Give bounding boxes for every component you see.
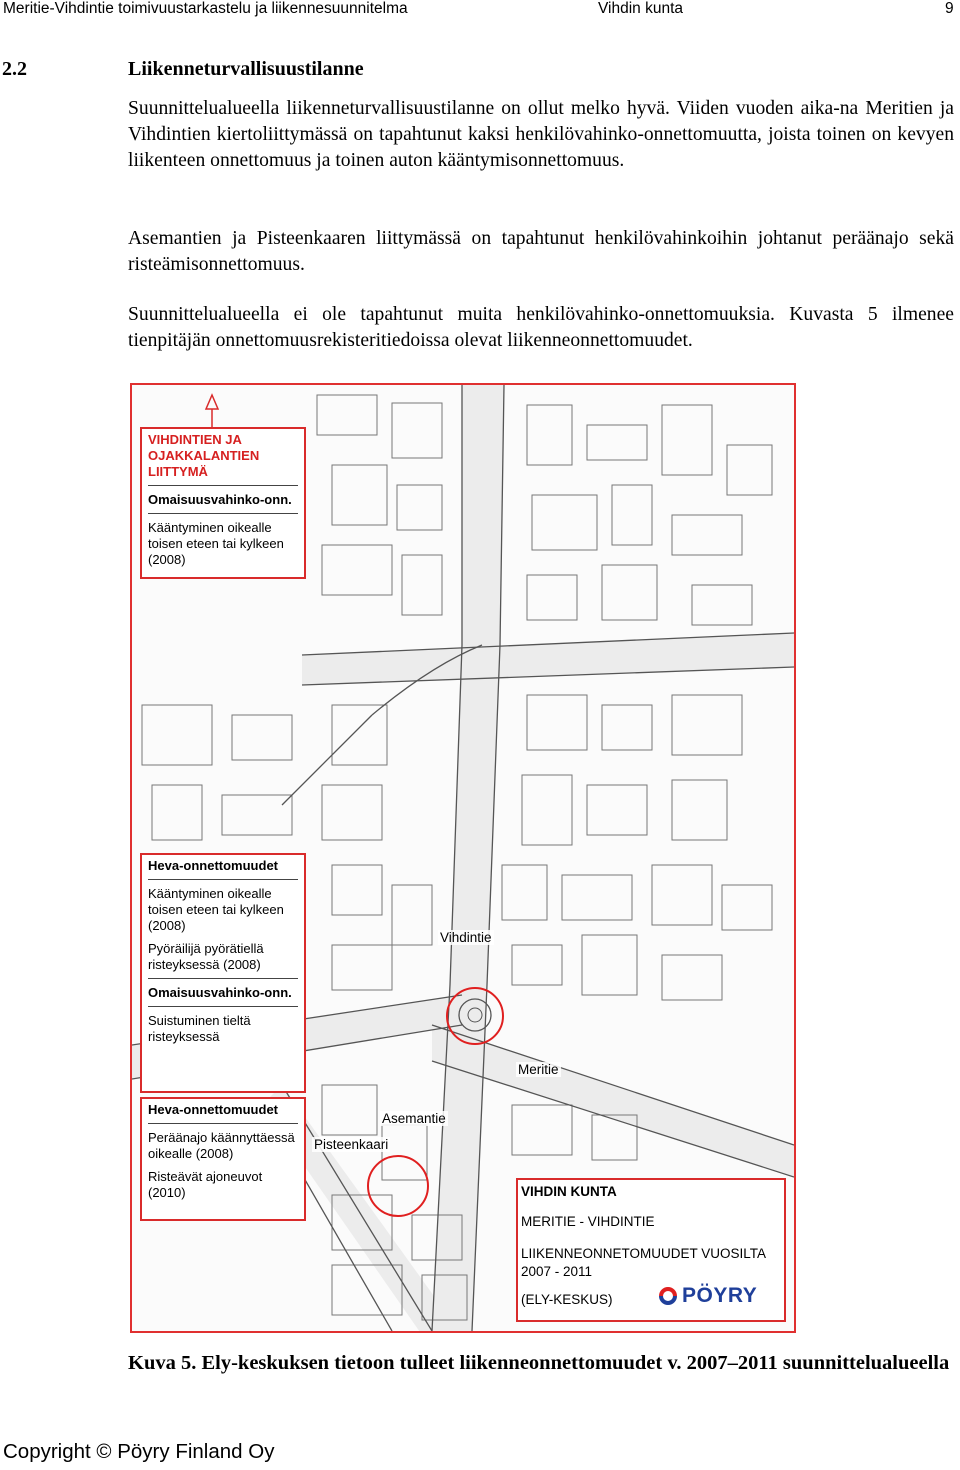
paragraph-2: Asemantien ja Pisteenkaaren liittymässä on tapahtunut henkilövahinkoihin johtanut peräänajo sekä risteämisonnettomuus. (128, 228, 954, 275)
box1-divider-2 (148, 513, 298, 514)
box1-heading-2: OJAKKALANTIEN (148, 448, 260, 463)
page-header (0, 0, 960, 22)
box1-heading-3: LIITTYMÄ (148, 464, 208, 479)
legend-box-pisteenkaari (140, 1097, 306, 1221)
box2-desc1-1: Kääntyminen oikealle (148, 886, 272, 901)
box3-desc2-2: (2010) (148, 1185, 186, 1200)
box1-type: Omaisuusvahinko-onn. (148, 492, 292, 507)
road-label-vihdintie: Vihdintie (440, 930, 492, 945)
title-client: VIHDIN KUNTA (521, 1184, 617, 1199)
box3-type: Heva-onnettomuudet (148, 1102, 278, 1117)
title-source: (ELY-KESKUS) (521, 1292, 613, 1307)
box2-desc3-1: Suistuminen tieltä (148, 1013, 251, 1028)
box2-divider (148, 879, 298, 880)
paragraph-3: Suunnittelualueella ei ole tapahtunut muita henkilövahinko-onnettomuuksia. Kuvasta 5 ilmenee tienpitäjän onnettomuusrekisteritiedoissa olevat liikenneonnettomuudet. (128, 304, 954, 351)
box1-desc-3: (2008) (148, 552, 186, 567)
box3-divider (148, 1123, 298, 1124)
section-number: 2.2 (2, 58, 27, 80)
box2-desc3-2: risteyksessä (148, 1029, 220, 1044)
page-footer: Copyright © Pöyry Finland Oy (3, 1440, 275, 1463)
box2-desc2-2: risteyksessä (2008) (148, 957, 261, 972)
title-years: 2007 - 2011 (521, 1264, 593, 1279)
header-page-number: 9 (945, 0, 954, 17)
figure-caption: Kuva 5. Ely-keskuksen tietoon tulleet liikenneonnettomuudet v. 2007–2011 suunnittelualueella (128, 1352, 950, 1374)
accident-map (130, 383, 796, 1333)
poyry-logo-icon (658, 1286, 678, 1306)
box3-desc1-2: oikealle (2008) (148, 1146, 234, 1161)
box2-divider-3 (148, 1006, 298, 1007)
box3-desc2-1: Risteävät ajoneuvot (148, 1169, 263, 1184)
poyry-logo (658, 1284, 757, 1308)
box1-desc-2: toisen eteen tai kylkeen (148, 536, 284, 551)
road-label-asemantie: Asemantie (382, 1111, 446, 1126)
header-client: Vihdin kunta (598, 0, 684, 17)
title-subject: LIIKENNEONNETOMUUDET VUOSILTA (521, 1246, 767, 1261)
box3-desc1-1: Peräänajo käännyttäessä (148, 1130, 295, 1145)
road-label-meritie: Meritie (518, 1062, 559, 1077)
box1-heading-1: VIHDINTIEN JA (148, 432, 242, 447)
accident-circle-roundabout (446, 987, 504, 1045)
box2-desc2-1: Pyöräilijä pyörätiellä (148, 941, 264, 956)
title-project: MERITIE - VIHDINTIE (521, 1214, 655, 1229)
box1-desc-1: Kääntyminen oikealle (148, 520, 272, 535)
header-document-title: Meritie-Vihdintie toimivuustarkastelu ja liikennesuunnitelma (3, 0, 408, 17)
section-title: Liikenneturvallisuustilanne (128, 58, 364, 80)
accident-circle-pisteenkaari (367, 1155, 429, 1217)
north-arrow-icon (206, 395, 218, 429)
poyry-logo-text: PÖYRY (682, 1284, 758, 1307)
box1-divider (148, 485, 298, 486)
road-label-pisteenkaari: Pisteenkaari (314, 1137, 389, 1152)
legend-box-roundabout (140, 853, 306, 1093)
box2-type-2: Omaisuusvahinko-onn. (148, 985, 292, 1000)
box2-divider-2 (148, 978, 298, 979)
map-title-block (516, 1178, 786, 1322)
box2-desc1-2: toisen eteen tai kylkeen (148, 902, 284, 917)
legend-box-ojakkala (140, 427, 306, 579)
box2-desc1-3: (2008) (148, 918, 186, 933)
paragraph-1: Suunnittelualueella liikenneturvallisuustilanne on ollut melko hyvä. Viiden vuoden aika-na Meritien ja Vihdintien kiertoliittymässä on tapahtunut kaksi henkilövahinko-onnettomuutta, joista toinen on kevyen liikenteen onnettomuus ja toinen auton kääntymisonnettomuus. (128, 98, 954, 171)
box2-type-1: Heva-onnettomuudet (148, 858, 278, 873)
